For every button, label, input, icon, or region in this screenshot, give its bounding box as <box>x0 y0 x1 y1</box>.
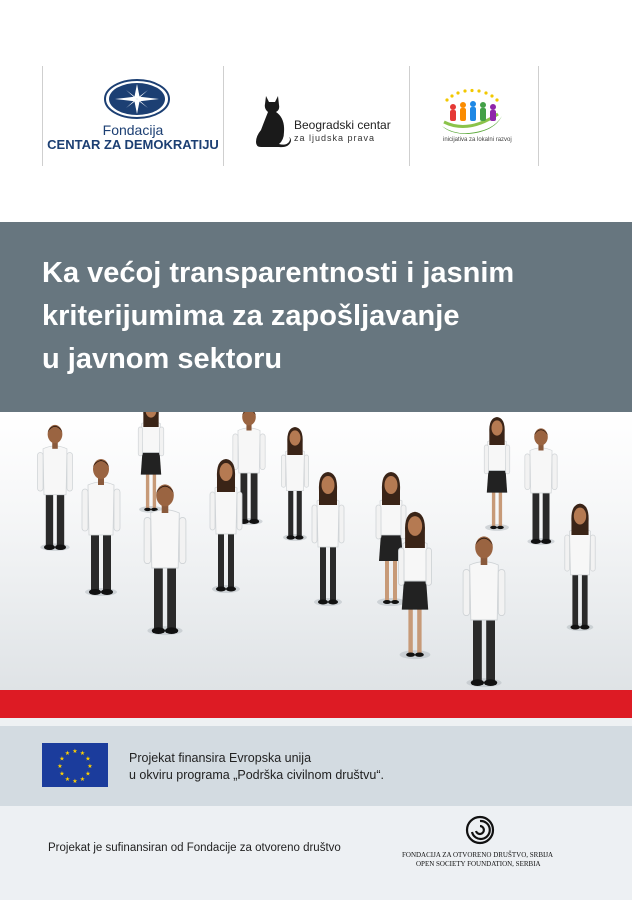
people-circle-icon <box>438 88 508 138</box>
svg-text:★: ★ <box>72 778 78 785</box>
cofunding-text: Projekat je sufinansiran od Fondacije za otvoreno društvo <box>48 842 341 854</box>
logo-cd-line1: Fondacija <box>102 122 164 138</box>
logo-bc-line2: za ljudska prava <box>294 133 376 143</box>
svg-text:★: ★ <box>79 750 86 757</box>
person-figure <box>463 536 505 687</box>
person-figure <box>210 459 242 593</box>
person-figure <box>281 427 308 541</box>
eu-flag-icon <box>42 743 108 787</box>
osf-line2: OPEN SOCIETY FOUNDATION, SERBIA <box>416 860 541 868</box>
person-figure <box>565 504 595 631</box>
red-bar <box>0 690 632 718</box>
people-illustration <box>0 412 632 690</box>
compass-star-icon <box>103 78 171 120</box>
title-line: kriterijumima za zapošljavanje <box>42 300 460 332</box>
logo-bc-line1: Beogradski centar <box>294 118 391 132</box>
svg-text:★: ★ <box>59 770 65 778</box>
logo-ilr-text: inicijativa za lokalni razvoj <box>443 137 512 143</box>
osf-line1: FONDACIJA ZA OTVORENO DRUŠTVO, SRBIJA <box>402 851 554 859</box>
divider <box>0 718 632 726</box>
divider <box>538 66 539 166</box>
svg-text:★: ★ <box>85 755 91 763</box>
svg-text:★: ★ <box>57 763 63 770</box>
svg-text:★: ★ <box>64 776 71 783</box>
eu-line1: Projekat finansira Evropska unija <box>129 751 312 765</box>
svg-text:★: ★ <box>85 770 91 778</box>
svg-text:★: ★ <box>79 776 86 783</box>
osf-swirl-icon <box>465 815 495 845</box>
person-figure <box>525 428 557 544</box>
eu-line2: u okviru programa „Podrška civilnom društvu“. <box>129 768 384 782</box>
title-line: Ka većoj transparentnosti i jasnim <box>42 257 515 289</box>
person-figure <box>38 425 73 551</box>
logo-cd-line2: CENTAR ZA DEMOKRATIJU <box>47 137 219 152</box>
person-figure <box>82 459 120 596</box>
person-figure <box>376 472 406 606</box>
crowd-illustration <box>0 412 632 690</box>
svg-text:★: ★ <box>59 755 65 763</box>
svg-text:★: ★ <box>64 750 71 757</box>
person-figure <box>484 417 510 531</box>
page-title <box>42 252 602 381</box>
svg-text:★: ★ <box>72 748 78 755</box>
eu-funding-text <box>129 750 384 784</box>
person-figure <box>312 472 344 606</box>
divider <box>409 66 410 166</box>
cat-icon <box>253 94 291 148</box>
title-line: u javnom sektoru <box>42 343 283 375</box>
svg-text:★: ★ <box>87 763 93 770</box>
